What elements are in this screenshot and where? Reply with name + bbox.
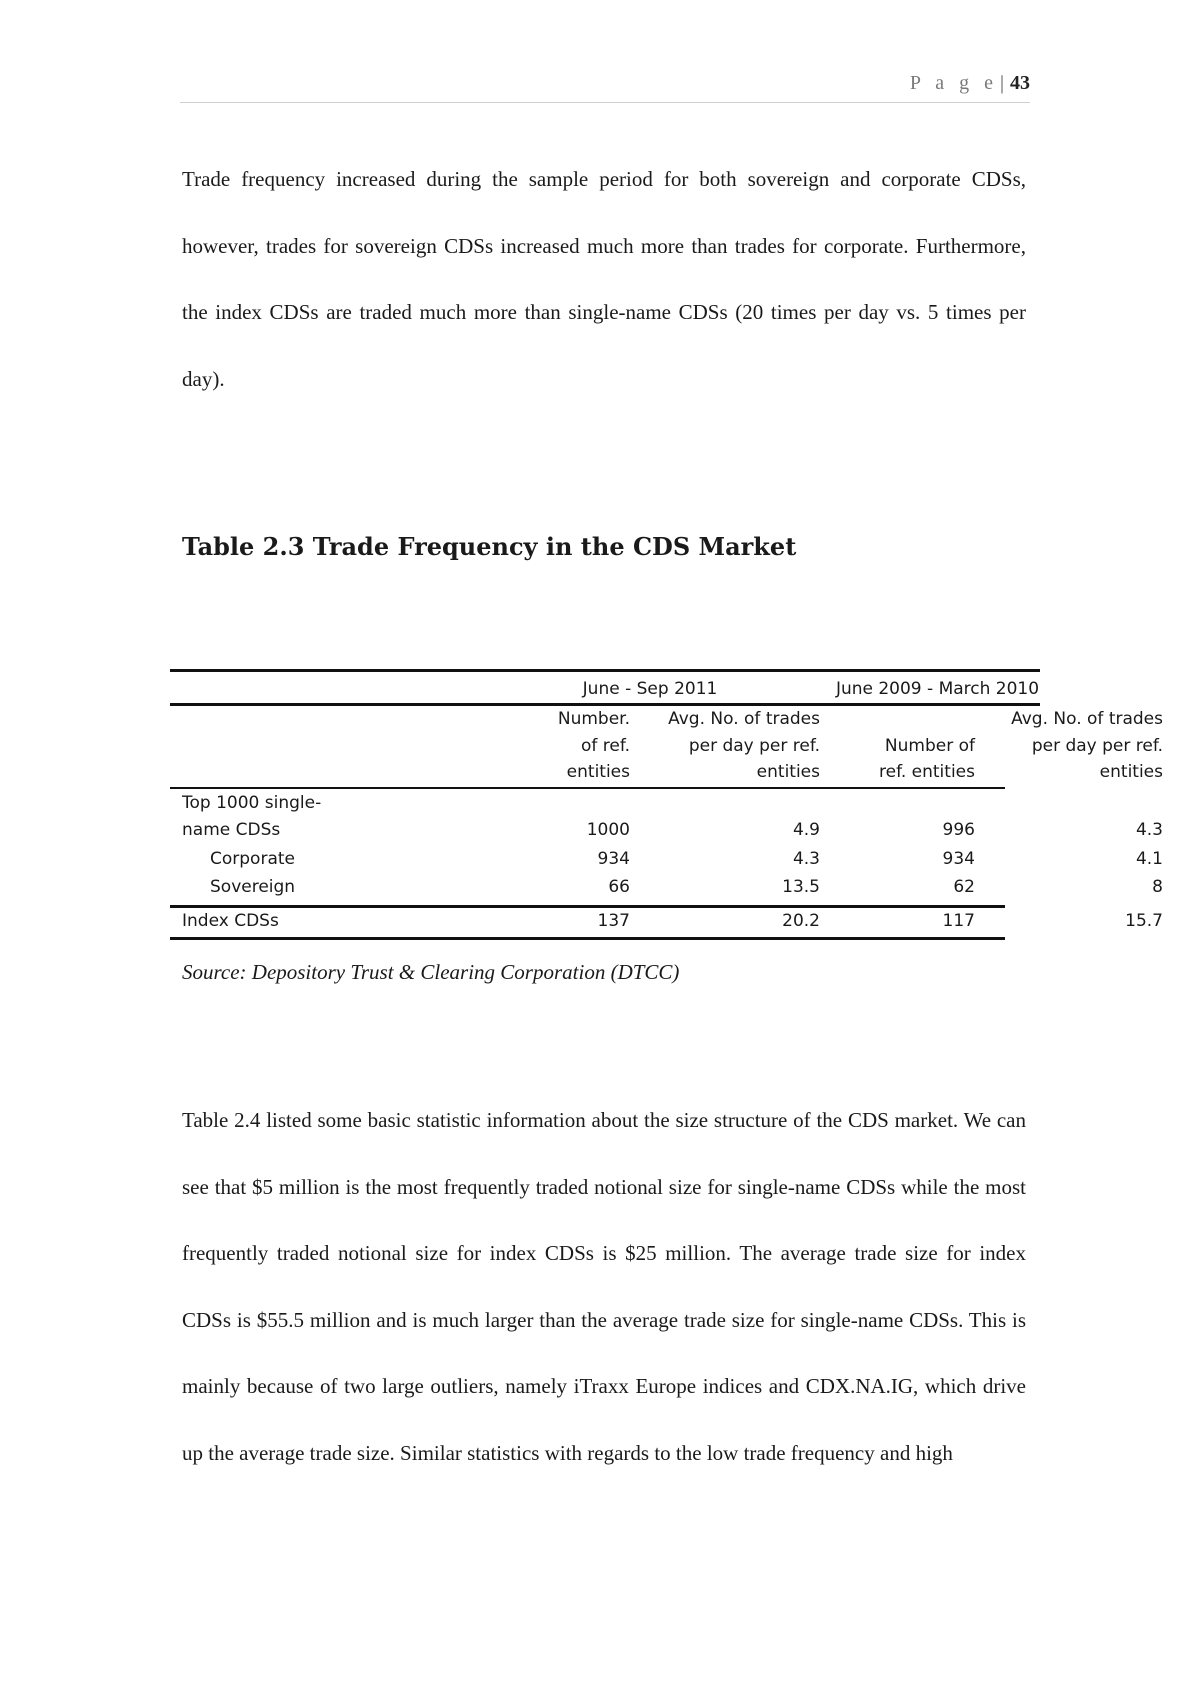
col-header-avg-2011-line3: entities (756, 762, 820, 782)
col-header-num-ref-2011-line3: entities (566, 762, 630, 782)
col-header-avg-2011-line2: per day per ref. (688, 736, 820, 756)
page-label: P a g e (909, 72, 998, 94)
table-cell: 4.3 (1135, 820, 1163, 840)
table-cell: 4.1 (1135, 849, 1163, 869)
table-top-rule (170, 669, 1040, 672)
col-header-avg-2009-line2: per day per ref. (1031, 736, 1163, 756)
body-paragraph-1: Trade frequency increased during the sample period for both sovereign and corporate CDSs, however, trades for sovereign CDSs increased much more than trades for corporate. Furthermore, the index CDSs are traded much more than single-name CDSs (20 times per day vs. 5 times per day). (182, 167, 1026, 391)
row-label-top1000-line1: Top 1000 single- (182, 793, 322, 813)
table-cell: 13.5 (782, 877, 820, 897)
table-cell: 20.2 (782, 911, 820, 931)
table-bottom-rule (170, 937, 1005, 940)
table-cell: 934 (597, 849, 630, 869)
table-cell: 66 (608, 877, 630, 897)
table-cell: 1000 (586, 820, 630, 840)
table-title: Table 2.3 Trade Frequency in the CDS Market (182, 532, 797, 561)
page-separator: | (999, 72, 1004, 94)
page-number: 43 (1010, 72, 1030, 94)
table-source-note: Source: Depository Trust & Clearing Corporation (DTCC) (182, 960, 680, 984)
row-label-corporate: Corporate (210, 849, 295, 869)
col-header-num-ref-2009-line2: ref. entities (879, 762, 975, 782)
table-cell: 137 (597, 911, 630, 931)
column-header-rule (170, 787, 1005, 789)
col-header-num-ref-2009-line1: Number of (884, 736, 975, 756)
col-header-avg-2009-line3: entities (1099, 762, 1163, 782)
col-header-avg-2009-line1: Avg. No. of trades (1011, 709, 1163, 729)
table-cell: 15.7 (1125, 911, 1163, 931)
col-header-avg-2011-line1: Avg. No. of trades (668, 709, 820, 729)
table-cell: 996 (942, 820, 975, 840)
col-header-num-ref-2011-line1: Number. (557, 709, 630, 729)
period-header-2009: June 2009 - March 2010 (835, 679, 1040, 699)
row-label-sovereign: Sovereign (210, 877, 296, 897)
period-header-2011: June - Sep 2011 (582, 679, 718, 699)
table-cell: 4.9 (792, 820, 820, 840)
table-cell: 117 (942, 911, 975, 931)
body-paragraph-2: Table 2.4 listed some basic statistic information about the size structure of the CDS market. We can see that $5 million is the most frequently traded notional size for single-name CDSs while the most frequently traded notional size for index CDSs is $25 million. The average trade size for index CDSs is $55.5 million and is much larger than the average trade size for single-name CDSs. This is mainly because of two large outliers, namely iTraxx Europe indices and CDX.NA.IG, which drive up the average trade size. Similar statistics with regards to the low trade frequency and high (182, 1108, 1026, 1465)
row-label-index-cdss: Index CDSs (182, 911, 279, 931)
table-cell: 4.3 (792, 849, 820, 869)
page-header (180, 72, 1030, 103)
period-header-rule (170, 703, 1040, 706)
table-cell: 8 (1152, 877, 1163, 897)
col-header-num-ref-2011-line2: of ref. (580, 736, 630, 756)
table-cell: 62 (953, 877, 975, 897)
index-row-top-rule (170, 905, 1005, 908)
table-cell: 934 (942, 849, 975, 869)
row-label-top1000-line2: name CDSs (182, 820, 281, 840)
